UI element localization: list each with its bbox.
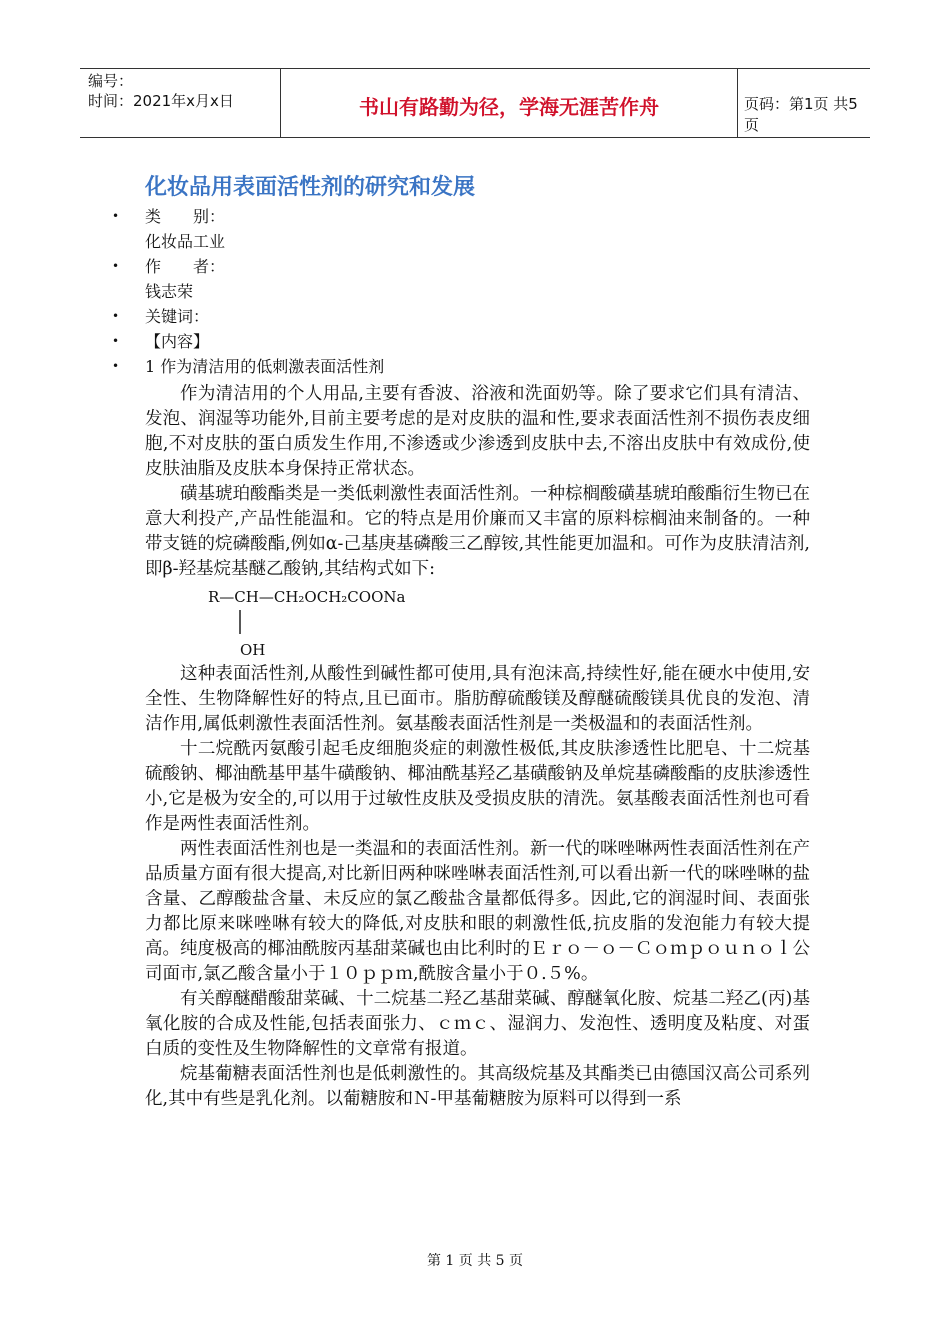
meta-author-value-row xyxy=(112,279,812,304)
time-label: 时间：2021年x月x日 xyxy=(88,92,234,110)
meta-content-row xyxy=(112,329,812,354)
document-title: 化妆品用表面活性剂的研究和发展 xyxy=(145,175,476,200)
header-motto: 书山有路勤为径，学海无涯苦作舟 xyxy=(359,95,659,119)
meta-author-row xyxy=(112,254,812,279)
category-value: 化妆品工业 xyxy=(145,232,226,251)
paragraph-6: 有关醇醚醋酸甜菜碱、十二烷基二羟乙基甜菜碱、醇醚氧化胺、烷基二羟乙(丙)基氧化胺的合成及性能,包括表面张力、ｃｍｃ、湿润力、发泡性、透明度及粘度、对蛋白质的变性及生物降解性的文章常有报道。 xyxy=(145,989,810,1059)
number-label: 编号： xyxy=(88,72,134,90)
bullet-icon: • xyxy=(112,334,120,348)
category-label: 类 别： xyxy=(145,207,226,226)
paragraph-5: 两性表面活性剂也是一类温和的表面活性剂。新一代的咪唑啉两性表面活性剂在产品质量方面有很大提高,对比新旧两种咪唑啉表面活性剂,可以看出新一代的咪唑啉的盐含量、乙醇酸盐含量、未反应的氯乙酸盐含量都低得多。因此,它的润湿时间、表面张力都比原来咪唑啉有较大的降低,对皮肤和眼的刺激性低,抗皮脂的发泡能力有较大提高。纯度极高的椰油酰胺丙基甜菜碱也由比利时的Ｅｒｏ－ｏ－Ｃｏｍｐｏｕｎｏｌ公司面市,氯乙酸含量小于１０ｐｐｍ,酰胺含量小于０.５%。 xyxy=(145,839,810,984)
meta-category-value-row xyxy=(112,229,812,254)
formula-oh: OH xyxy=(240,641,266,659)
formula-svg xyxy=(200,582,520,662)
paragraph-1: 作为清洁用的个人用品,主要有香波、浴液和洗面奶等。除了要求它们具有清洁、发泡、润湿等功能外,目前主要考虑的是对皮肤的温和性,要求表面活性剂不损伤表皮细胞,不对皮肤的蛋白质发生作用,不渗透或少渗透到皮肤中去,不溶出皮肤中有效成份,使皮肤油脂及皮肤本身保持正常状态。 xyxy=(145,384,810,479)
content-label: 【内容】 xyxy=(145,332,210,351)
author-value: 钱志荣 xyxy=(145,282,194,301)
meta-keywords-row xyxy=(112,304,812,329)
page-header xyxy=(80,68,870,138)
meta-category-row xyxy=(112,204,812,229)
bullet-icon: • xyxy=(112,209,120,223)
page-footer: 第 1 页 共 5 页 xyxy=(426,1253,524,1269)
bullet-icon: • xyxy=(112,259,120,273)
formula-main: R—CH—CH₂OCH₂COONa xyxy=(208,588,406,606)
section-heading: 1 作为清洁用的低刺激表面活性剂 xyxy=(145,357,385,376)
header-left-cell xyxy=(80,69,280,137)
header-page-code: 页码：第1页 共5页 xyxy=(744,95,858,134)
bullet-icon: • xyxy=(112,359,120,373)
bullet-icon: • xyxy=(112,309,120,323)
paragraph-3: 这种表面活性剂,从酸性到碱性都可使用,具有泡沫高,持续性好,能在硬水中使用,安全性、生物降解性好的特点,且已面市。脂肪醇硫酸镁及醇醚硫酸镁具优良的发泡、清洁作用,属低刺激性表面活性剂。氨基酸表面活性剂是一类极温和的表面活性剂。 xyxy=(145,664,810,734)
keywords-label: 关键词： xyxy=(145,307,210,326)
paragraph-4: 十二烷酰丙氨酸引起毛皮细胞炎症的刺激性极低,其皮肤渗透性比肥皂、十二烷基硫酸钠、椰油酰基甲基牛磺酸钠、椰油酰基羟乙基磺酸钠及单烷基磷酸酯的皮肤渗透性小,它是极为安全的,可以用于过敏性皮肤及受损皮肤的清洗。氨基酸表面活性剂也可看作是两性表面活性剂。 xyxy=(145,739,810,834)
structural-formula xyxy=(145,582,810,662)
meta-section-row xyxy=(112,354,812,379)
author-label: 作 者： xyxy=(145,257,226,276)
header-motto-cell xyxy=(280,69,738,137)
paragraph-7: 烷基葡糖表面活性剂也是低刺激性的。其高级烷基及其酯类已由德国汉高公司系列化,其中有些是乳化剂。以葡糖胺和Ｎ-甲基葡糖胺为原料可以得到一系 xyxy=(145,1064,810,1109)
paragraph-2: 磺基琥珀酸酯类是一类低刺激性表面活性剂。一种棕榈酸磺基琥珀酸酯衍生物已在意大利投产,产品性能温和。它的特点是用价廉而又丰富的原料棕榈油来制备的。一种带支链的烷磷酸酯,例如α-己基庚基磷酸三乙醇铵,其性能更加温和。可作为皮肤清洁剂,即β-羟基烷基醚乙酸钠,其结构式如下: xyxy=(145,484,810,579)
meta-list xyxy=(112,204,812,379)
article-body xyxy=(145,382,810,1112)
